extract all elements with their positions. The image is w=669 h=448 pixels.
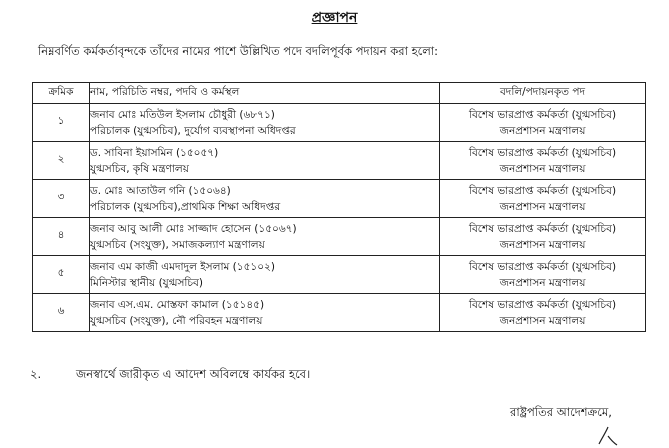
row-posting-cell [440, 294, 646, 332]
row-serial: ৬ [33, 294, 90, 332]
row-posting-cell [440, 218, 646, 256]
table-row [33, 180, 646, 218]
row-name-cell [90, 180, 440, 218]
row-serial: ৩ [33, 180, 90, 218]
current-post: যুগ্মসচিব (সংযুক্ত), নৌ পরিবহন মন্ত্রণালয় [90, 314, 263, 327]
row-posting-cell [440, 142, 646, 180]
ministry: জনপ্রশাসন মন্ত্রণালয় [499, 124, 586, 137]
ministry: জনপ্রশাসন মন্ত্রণালয় [499, 276, 586, 289]
ministry: জনপ্রশাসন মন্ত্রণালয় [499, 314, 586, 327]
officer-name: জনাব মোঃ মতিউল ইসলাম চৌধুরী (৬৮৭১) [90, 108, 275, 121]
new-post: বিশেষ ভারপ্রাপ্ত কর্মকর্তা (যুগ্মসচিব) [468, 260, 617, 273]
row-name-cell [90, 256, 440, 294]
new-post: বিশেষ ভারপ্রাপ্ত কর্মকর্তা (যুগ্মসচিব) [468, 184, 617, 197]
current-post: পরিচালক (যুগ্মসচিব),প্রাথমিক শিক্ষা অধিদপ্তর [90, 200, 281, 213]
new-post: বিশেষ ভারপ্রাপ্ত কর্মকর্তা (যুগ্মসচিব) [468, 222, 617, 235]
signature-mark [585, 424, 625, 446]
row-name-cell [90, 218, 440, 256]
row-name-cell [90, 104, 440, 142]
paragraph-text: জনস্বার্থে জারীকৃত এ আদেশ অবিলম্বে কার্যকর হবে। [76, 367, 311, 381]
row-posting-cell [440, 180, 646, 218]
current-post: যুগ্মসচিব, কৃষি মন্ত্রণালয় [90, 162, 189, 175]
row-posting-cell [440, 256, 646, 294]
row-name-cell [90, 294, 440, 332]
header-serial: ক্রমিক [33, 83, 90, 104]
row-name-cell [90, 142, 440, 180]
header-name: নাম, পরিচিতি নম্বর, পদবি ও কর্মস্থল [90, 83, 440, 104]
ministry: জনপ্রশাসন মন্ত্রণালয় [499, 200, 586, 213]
paragraph-number: ২. [30, 367, 42, 381]
table-row [33, 294, 646, 332]
document-title: প্রজ্ঞাপন [311, 10, 358, 26]
current-post: মিনিস্টার স্থানীয় (যুগ্মসচিব) [90, 276, 203, 289]
table-row [33, 104, 646, 142]
officer-name: জনাব আবু আলী মোঃ সাজ্জাদ হোসেন (১৫০৬৭) [90, 222, 297, 235]
current-post: পরিচালক (যুগ্মসচিব), দুর্যোগ ব্যবস্থাপনা অধিদপ্তর [90, 124, 296, 137]
new-post: বিশেষ ভারপ্রাপ্ত কর্মকর্তা (যুগ্মসচিব) [468, 298, 617, 311]
table-row [33, 142, 646, 180]
row-serial: ১ [33, 104, 90, 142]
table-row [33, 218, 646, 256]
row-posting-cell [440, 104, 646, 142]
officer-name: ড. সাবিনা ইয়াসমিন (১৫০৫৭) [90, 146, 219, 159]
officer-name: জনাব এস.এম. মোস্তফা কামাল (১৫১৪৫) [90, 298, 265, 311]
officer-name: জনাব এম কাজী এমদাদুল ইসলাম (১৫১০২) [90, 260, 275, 273]
current-post: যুগ্মসচিব (সংযুক্ত), সমাজকল্যাণ মন্ত্রণালয় [90, 238, 265, 251]
ministry: জনপ্রশাসন মন্ত্রণালয় [499, 238, 586, 251]
table-header-row [33, 83, 646, 104]
officer-name: ড. মোঃ আতাউল গনি (১৫০৬৪) [90, 184, 231, 197]
posting-table [32, 82, 646, 332]
row-serial: ২ [33, 142, 90, 180]
new-post: বিশেষ ভারপ্রাপ্ত কর্মকর্তা (যুগ্মসচিব) [468, 146, 617, 159]
header-posting: বদলি/পদায়নকৃত পদ [440, 83, 646, 104]
paragraph-2 [30, 366, 310, 385]
table-row [33, 256, 646, 294]
row-serial: ৫ [33, 256, 90, 294]
ministry: জনপ্রশাসন মন্ত্রণালয় [499, 162, 586, 175]
closing-line: রাষ্ট্রপতির আদেশক্রমে, [510, 405, 612, 419]
row-serial: ৪ [33, 218, 90, 256]
intro-paragraph: নিম্নবর্ণিত কর্মকর্তাবৃন্দকে তাঁদের নামের পাশে উল্লিখিত পদে বদলিপূর্বক পদায়ন করা হলো: [38, 44, 439, 58]
new-post: বিশেষ ভারপ্রাপ্ত কর্মকর্তা (যুগ্মসচিব) [468, 108, 617, 121]
